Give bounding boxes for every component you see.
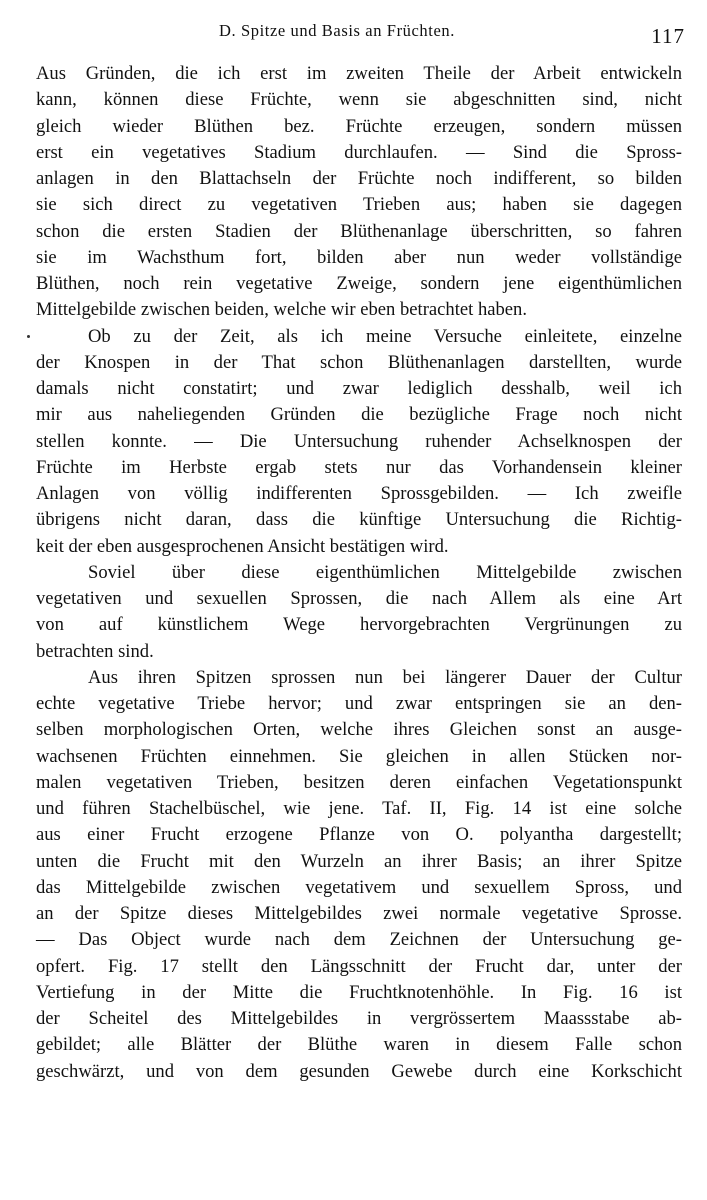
text-line: — Das Object wurde nach dem Zeichnen der Untersuchung ge- bbox=[36, 929, 682, 951]
text-line: vegetativen und sexuellen Sprossen, die nach Allem als eine Art bbox=[36, 588, 682, 609]
text-line: gleich wieder Blüthen bez. Früchte erzeugen, sondern müssen bbox=[36, 115, 682, 137]
text-line: echte vegetative Triebe hervor; und zwar entspringen sie an den- bbox=[36, 693, 682, 714]
text-line: schon die ersten Stadien der Blüthenanlage überschritten, so fahren bbox=[36, 220, 682, 242]
text-line: aus einer Frucht erzogene Pflanze von O. polyantha dargestellt; bbox=[36, 824, 682, 846]
text-line: betrachten sind. bbox=[36, 640, 154, 662]
paragraph-start-line: Ob zu der Zeit, als ich meine Versuche einleitete, einzelne bbox=[88, 325, 682, 347]
text-line: das Mittelgebilde zwischen vegetativem und sexuellem Spross, und bbox=[36, 876, 682, 898]
margin-mark bbox=[27, 335, 30, 338]
text-line: Aus Gründen, die ich erst im zweiten Theile der Arbeit entwickeln bbox=[36, 63, 682, 84]
text-line: von auf künstlichem Wege hervorgebrachten Vergrünungen zu bbox=[36, 614, 682, 636]
text-line: Blüthen, noch rein vegetative Zweige, sondern jene eigenthümlichen bbox=[36, 273, 682, 294]
text-line: geschwärzt, und von dem gesunden Gewebe durch eine Korkschicht bbox=[36, 1060, 682, 1082]
text-line: an der Spitze dieses Mittelgebildes zwei normale vegetative Sprosse. bbox=[36, 903, 682, 924]
text-line: sie im Wachsthum fort, bilden aber nun weder vollständige bbox=[36, 246, 682, 268]
text-line: unten die Frucht mit den Wurzeln an ihrer Basis; an ihrer Spitze bbox=[36, 850, 682, 872]
text-line: keit der eben ausgesprochenen Ansicht bestätigen wird. bbox=[36, 535, 449, 557]
text-line: sie sich direct zu vegetativen Trieben aus; haben sie dagegen bbox=[36, 194, 682, 216]
page-number: 117 bbox=[651, 24, 685, 48]
text-line: Anlagen von völlig indifferenten Sprossgebilden. — Ich zweifle bbox=[36, 483, 682, 504]
text-line: Vertiefung in der Mitte die Fruchtknotenhöhle. In Fig. 16 ist bbox=[36, 981, 682, 1003]
text-line: Mittelgebilde zwischen beiden, welche wir eben betrachtet haben. bbox=[36, 299, 527, 321]
text-line: damals nicht constatirt; und zwar lediglich desshalb, weil ich bbox=[36, 378, 682, 399]
paragraph-start-line: Soviel über diese eigenthümlichen Mittelgebilde zwischen bbox=[88, 561, 682, 583]
text-line: der Scheitel des Mittelgebildes in vergrössertem Maassstabe ab- bbox=[36, 1008, 682, 1029]
text-line: wachsenen Früchten einnehmen. Sie gleichen in allen Stücken nor- bbox=[36, 745, 682, 767]
text-line: mir aus naheliegenden Gründen die bezügliche Frage noch nicht bbox=[36, 404, 682, 426]
text-line: stellen konnte. — Die Untersuchung ruhender Achselknospen der bbox=[36, 430, 682, 452]
text-line: selben morphologischen Orten, welche ihres Gleichen sonst an ausge- bbox=[36, 719, 682, 741]
text-line: anlagen in den Blattachseln der Früchte noch indifferent, so bilden bbox=[36, 168, 682, 189]
text-line: übrigens nicht daran, dass die künftige Untersuchung die Richtig- bbox=[36, 509, 682, 531]
running-head bbox=[36, 18, 685, 50]
running-title: D. Spitze und Basis an Früchten. bbox=[219, 21, 455, 40]
text-line: und führen Stachelbüschel, wie jene. Taf. II, Fig. 14 ist eine solche bbox=[36, 798, 682, 819]
text-line: erst ein vegetatives Stadium durchlaufen. — Sind die Spross- bbox=[36, 141, 682, 163]
text-line: kann, können diese Früchte, wenn sie abgeschnitten sind, nicht bbox=[36, 89, 682, 111]
paragraph-start-line: Aus ihren Spitzen sprossen nun bei längerer Dauer der Cultur bbox=[88, 666, 682, 688]
body-text bbox=[36, 61, 682, 1085]
text-line: opfert. Fig. 17 stellt den Längsschnitt der Frucht dar, unter der bbox=[36, 955, 682, 977]
text-line: Früchte im Herbste ergab stets nur das Vorhandensein kleiner bbox=[36, 456, 682, 478]
text-line: malen vegetativen Trieben, besitzen deren einfachen Vegetationspunkt bbox=[36, 771, 682, 793]
text-line: gebildet; alle Blätter der Blüthe waren in diesem Falle schon bbox=[36, 1034, 682, 1056]
text-line: der Knospen in der That schon Blüthenanlagen darstellten, wurde bbox=[36, 351, 682, 373]
